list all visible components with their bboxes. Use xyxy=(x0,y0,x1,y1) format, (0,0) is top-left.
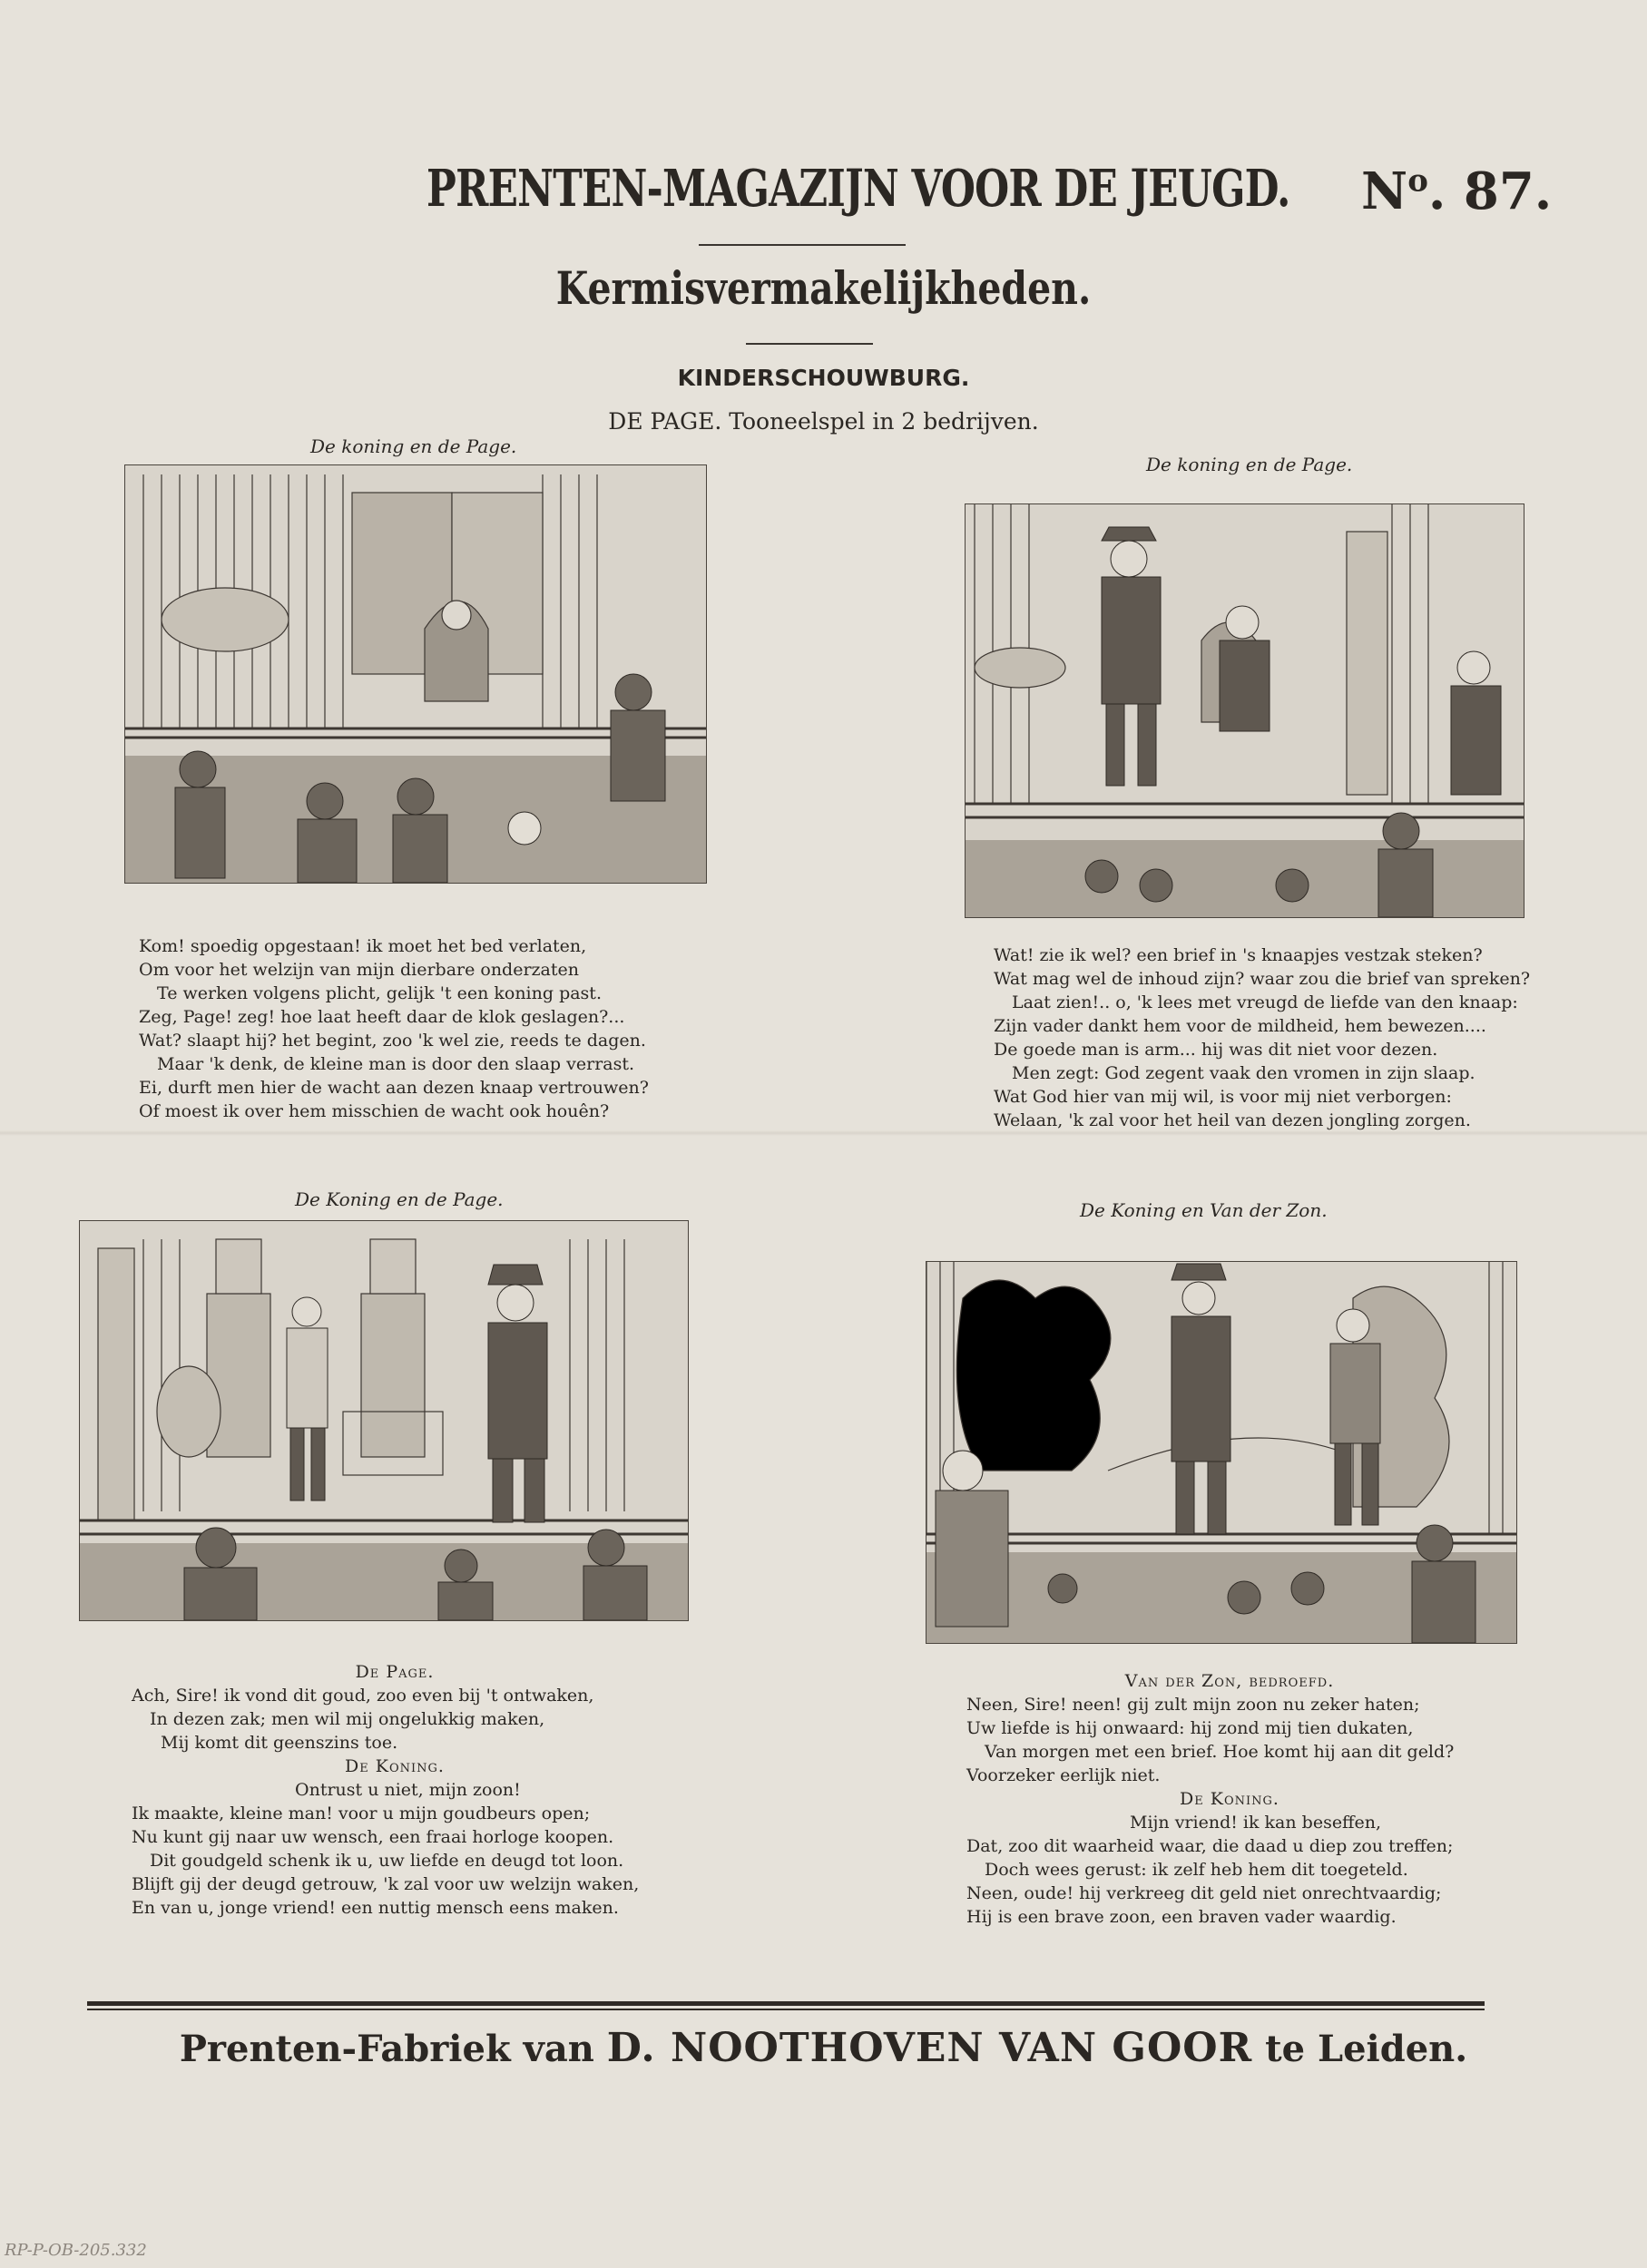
verse-line: In dezen zak; men wil mij ongelukkig maken, xyxy=(150,1709,545,1729)
issue-number: $N^o$. 87. xyxy=(1361,161,1553,221)
panel-2-caption: De koning en de Page. xyxy=(1146,454,1353,475)
panel-3-caption: De Koning en de Page. xyxy=(295,1188,504,1210)
subtitle: Kermisvermakelijkheden. xyxy=(555,261,1092,315)
masthead-title: PRENTEN-MAGAZIJN VOOR DE JEUGD. xyxy=(426,159,1290,219)
verse-line: En van u, jonge vriend! een nuttig mensch eens maken. xyxy=(132,1898,619,1918)
verse-line: Nu kunt gij naar uw wensch, een fraai horloge koopen. xyxy=(132,1827,614,1847)
speaker-name: Van der Zon, bedroefd. xyxy=(1124,1671,1335,1691)
verse-line: Ontrust u niet, mijn zoon! xyxy=(295,1780,521,1800)
verse-line: Men zegt: God zegent vaak den vromen in zijn slaap. xyxy=(1012,1063,1475,1083)
panel-3-verse xyxy=(132,1660,658,1920)
verse-line: Wat? slaapt hij? het begint, zoo 'k wel zie, reeds te dagen. xyxy=(139,1031,646,1051)
footer-rule xyxy=(87,2001,1485,2006)
verse-line: Doch wees gerust: ik zelf heb hem dit toegeteld. xyxy=(985,1860,1408,1880)
publisher-imprint xyxy=(0,2025,1647,2071)
verse-line: Wat! zie ik wel? een brief in 's knaapjes vestzak steken? xyxy=(994,945,1483,965)
panel-4-illustration xyxy=(926,1261,1517,1644)
subtitle-rule xyxy=(746,343,873,345)
panel-4-caption: De Koning en Van der Zon. xyxy=(1080,1199,1328,1221)
verse-line: Neen, Sire! neen! gij zult mijn zoon nu zeker haten; xyxy=(966,1695,1420,1715)
panel-3-illustration xyxy=(79,1220,689,1621)
verse-line: Dit goudgeld schenk ik u, uw liefde en deugd tot loon. xyxy=(150,1851,624,1871)
verse-line: Of moest ik over hem misschien de wacht ook houên? xyxy=(139,1101,610,1121)
verse-line: Laat zien!.. o, 'k lees met vreugd de liefde van den knaap: xyxy=(1012,992,1518,1012)
imprint-suffix: te Leiden. xyxy=(1265,2028,1468,2070)
panel-1-verse xyxy=(139,934,649,1123)
footer-rule xyxy=(87,2009,1485,2010)
speaker-name: De Page. xyxy=(355,1662,435,1682)
publisher-name: D. NOOTHOVEN VAN GOOR xyxy=(606,2025,1253,2071)
panel-2-illustration xyxy=(965,503,1524,918)
title-rule xyxy=(699,244,906,246)
verse-line: Blijft gij der deugd getrouw, 'k zal voor uw welzijn waken, xyxy=(132,1874,640,1894)
verse-line: Voorzeker eerlijk niet. xyxy=(966,1765,1161,1785)
verse-line: Neen, oude! hij verkreeg dit geld niet onrechtvaardig; xyxy=(966,1883,1442,1903)
verse-line: Dat, zoo dit waarheid waar, die daad u diep zou treffen; xyxy=(966,1836,1454,1856)
imprint-prefix: Prenten-Fabriek van xyxy=(179,2028,594,2070)
verse-line: Mijn vriend! ik kan beseffen, xyxy=(1130,1813,1382,1833)
verse-line: De goede man is arm... hij was dit niet voor dezen. xyxy=(994,1040,1438,1060)
verse-line: Om voor het welzijn van mijn dierbare onderzaten xyxy=(139,960,580,980)
verse-line: Te werken volgens plicht, gelijk 't een koning past. xyxy=(157,983,602,1003)
verse-line: Ik maakte, kleine man! voor u mijn goudbeurs open; xyxy=(132,1804,591,1823)
verse-line: Mij komt dit geenszins toe. xyxy=(161,1733,398,1753)
play-title: DE PAGE. Tooneelspel in 2 bedrijven. xyxy=(608,408,1039,435)
verse-line: Wat mag wel de inhoud zijn? waar zou die brief van spreken? xyxy=(994,969,1531,989)
verse-line: Welaan, 'k zal voor het heil van dezen jongling zorgen. xyxy=(994,1110,1471,1130)
verse-line: Hij is een brave zoon, een braven vader waardig. xyxy=(966,1907,1397,1927)
verse-line: Van morgen met een brief. Hoe komt hij aan dit geld? xyxy=(985,1742,1455,1762)
verse-line: Kom! spoedig opgestaan! ik moet het bed verlaten, xyxy=(139,936,587,956)
speaker-name: De Koning. xyxy=(345,1756,445,1776)
shelfmark: RP-P-OB-205.332 xyxy=(5,2241,147,2260)
speaker-name: De Koning. xyxy=(1180,1789,1279,1809)
verse-line: Wat God hier van mij wil, is voor mij niet verborgen: xyxy=(994,1087,1452,1107)
panel-1-caption: De koning en de Page. xyxy=(310,435,517,457)
panel-2-verse xyxy=(994,943,1530,1132)
verse-line: Zeg, Page! zeg! hoe laat heeft daar de klok geslagen?... xyxy=(139,1007,625,1027)
verse-line: Ei, durft men hier de wacht aan dezen knaap vertrouwen? xyxy=(139,1078,649,1098)
verse-line: Zijn vader dankt hem voor de mildheid, hem bewezen.... xyxy=(994,1016,1486,1036)
verse-line: Maar 'k denk, de kleine man is door den slaap verrast. xyxy=(157,1054,635,1074)
verse-line: Uw liefde is hij onwaard: hij zond mij tien dukaten, xyxy=(966,1718,1414,1738)
verse-line: Ach, Sire! ik vond dit goud, zoo even bij 't ontwaken, xyxy=(132,1686,594,1706)
panel-4-verse xyxy=(966,1669,1493,1929)
panel-1-illustration xyxy=(124,464,707,884)
genre-heading: KINDERSCHOUWBURG. xyxy=(677,365,970,391)
